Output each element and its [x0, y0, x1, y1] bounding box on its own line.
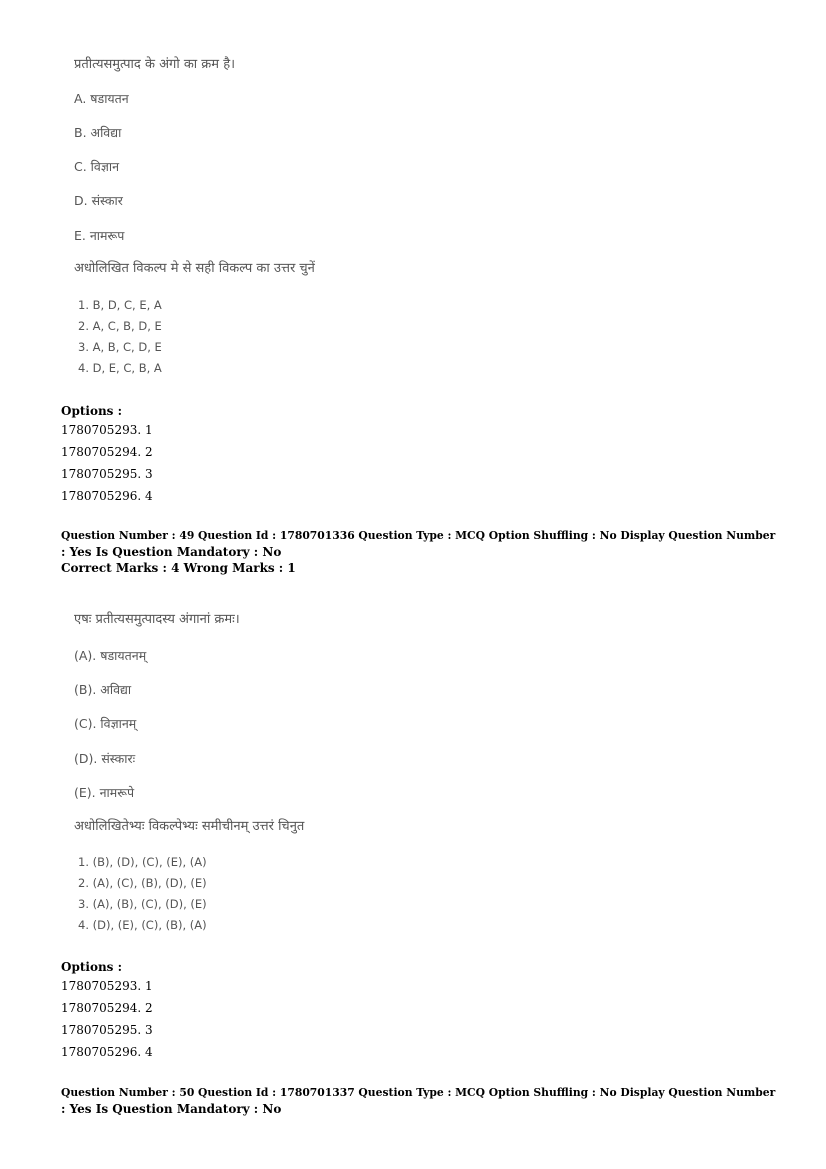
q48-item-c: C. विज्ञान [74, 159, 120, 174]
q49-answer-3: 3. (A), (B), (C), (D), (E) [78, 897, 207, 911]
q49-options-label: Options : [61, 960, 123, 974]
q49-instruction: अधोलिखितेभ्यः विकल्पेभ्यः समीचीनम् उत्तरं चिनुत [74, 819, 305, 834]
q48-option-1: 1780705293. 1 [61, 423, 153, 437]
q49-item-d: (D). संस्कारः [74, 751, 136, 766]
question-48-stem: प्रतीत्यसमुत्पाद के अंगो का क्रम है। [74, 57, 236, 72]
q48-item-a: A. षडायतन [74, 91, 129, 106]
q49-option-2: 1780705294. 2 [61, 1001, 153, 1015]
q49-item-e: (E). नामरूपे [74, 785, 135, 800]
q48-answer-3: 3. A, B, C, D, E [78, 340, 162, 354]
q49-options-list [61, 975, 153, 1063]
q49-answer-1: 1. (B), (D), (C), (E), (A) [78, 855, 207, 869]
question-49-image [74, 610, 714, 940]
q50-header [61, 1085, 776, 1117]
q48-answer-4: 4. D, E, C, B, A [78, 361, 162, 375]
q49-option-1: 1780705293. 1 [61, 979, 153, 993]
q50-header-line1: Question Number : 50 Question Id : 1780701337 Question Type : MCQ Option Shuffling : No Display Question Number [61, 1086, 776, 1099]
question-49-stem: एषः प्रतीत्यसमुत्पादस्य अंगानां क्रमः। [74, 612, 240, 627]
q49-option-4: 1780705296. 4 [61, 1045, 153, 1059]
q48-item-b: B. अविद्या [74, 125, 122, 140]
q49-header [61, 528, 776, 576]
q48-options-label: Options : [61, 404, 123, 418]
q48-item-e: E. नामरूप [74, 228, 125, 243]
question-48-image [74, 52, 714, 382]
q49-header-line2: : Yes Is Question Mandatory : No [61, 545, 282, 559]
q50-header-line2: : Yes Is Question Mandatory : No [61, 1102, 282, 1116]
q48-options-list [61, 419, 153, 507]
q48-option-2: 1780705294. 2 [61, 445, 153, 459]
q48-answer-1: 1. B, D, C, E, A [78, 298, 162, 312]
q49-marks: Correct Marks : 4 Wrong Marks : 1 [61, 561, 296, 575]
q48-instruction: अधोलिखित विकल्प मे से सही विकल्प का उत्तर चुनें [74, 261, 315, 276]
q49-answer-2: 2. (A), (C), (B), (D), (E) [78, 876, 207, 890]
q49-item-c: (C). विज्ञानम् [74, 716, 137, 731]
q49-answer-4: 4. (D), (E), (C), (B), (A) [78, 918, 207, 932]
q49-option-3: 1780705295. 3 [61, 1023, 153, 1037]
q48-item-d: D. संस्कार [74, 193, 123, 208]
q48-answer-2: 2. A, C, B, D, E [78, 319, 162, 333]
q48-option-4: 1780705296. 4 [61, 489, 153, 503]
q49-header-line1: Question Number : 49 Question Id : 1780701336 Question Type : MCQ Option Shuffling : No Display Question Number [61, 529, 776, 542]
q49-item-b: (B). अविद्या [74, 682, 132, 697]
q49-item-a: (A). षडायतनम् [74, 648, 147, 663]
q48-option-3: 1780705295. 3 [61, 467, 153, 481]
